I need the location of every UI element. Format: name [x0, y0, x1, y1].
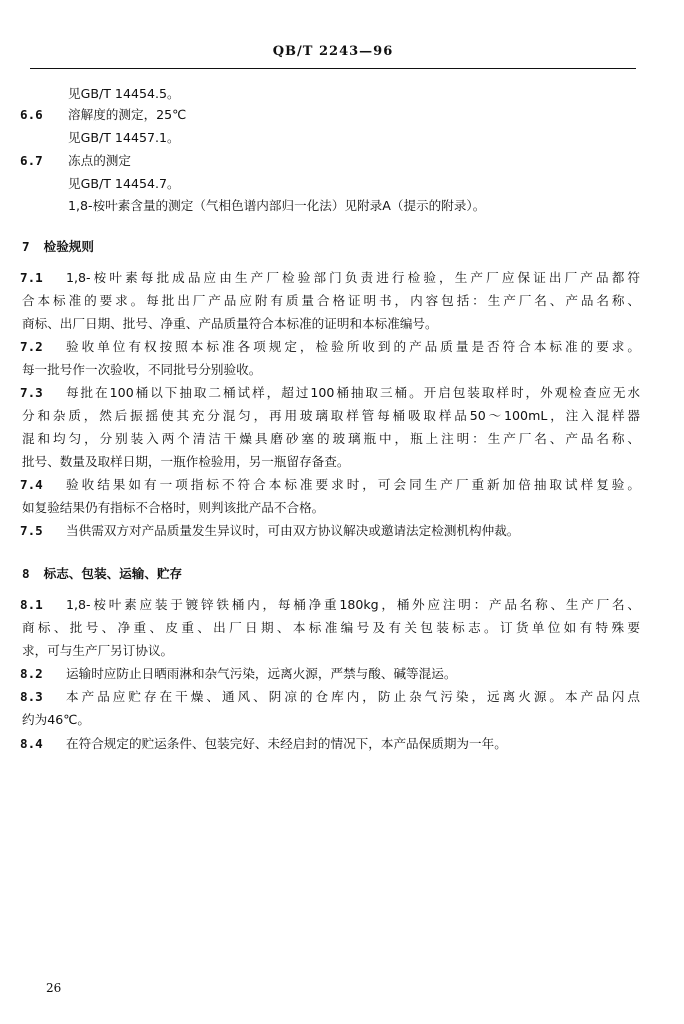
text-line: 运输时应防止日晒雨淋和杂气污染，远离火源，严禁与酸、碱等混运。: [66, 666, 457, 681]
text-line: 求，可与生产厂另订协议。: [22, 643, 174, 658]
text-line: 当供需双方对产品质量发生异议时，可由双方协议解决或邀请法定检测机构仲裁。: [66, 523, 520, 538]
clause-number: 6.6: [20, 107, 43, 122]
clause-number: 8.1: [20, 597, 43, 612]
text-line: 混和均匀，分别装入两个清洁干燥具磨砂塞的玻璃瓶中，瓶上注明：生产厂名、产品名称、: [22, 431, 640, 446]
section-heading: [22, 239, 94, 255]
text-line: 如复验结果仍有指标不合格时，则判该批产品不合格。: [22, 500, 325, 515]
text-line: 见GB/T 14457.1。: [68, 130, 180, 145]
clause-number: 6.7: [20, 153, 43, 168]
text-line: 合本标准的要求。每批出厂产品应附有质量合格证明书，内容包括：生产厂名、产品名称、: [22, 293, 640, 308]
text-line: 验收单位有权按照本标准各项规定，检验所收到的产品质量是否符合本标准的要求。: [66, 339, 640, 354]
text-line: 本产品应贮存在干燥、通风、阴凉的仓库内，防止杂气污染，远离火源。本产品闪点: [66, 689, 640, 704]
section-heading: [22, 566, 182, 582]
standard-number-header: QB/T 2243—96: [272, 44, 394, 59]
text-line: 批号、数量及取样日期，一瓶作检验用，另一瓶留存备查。: [22, 454, 350, 469]
text-line: 分和杂质，然后振摇使其充分混匀，再用玻璃取样管每桶吸取样品50～100mL，注入混样器: [22, 408, 640, 423]
clause-number: 8.2: [20, 666, 43, 681]
clause-number: 7.2: [20, 339, 43, 354]
clause-number: 7.5: [20, 523, 43, 538]
text-line: 商标、出厂日期、批号、净重、产品质量符合本标准的证明和本标准编号。: [22, 316, 438, 331]
text-line: 约为46℃。: [22, 712, 90, 727]
text-line: 1,8-桉叶素应装于镀锌铁桶内，每桶净重180kg，桶外应注明：产品名称、生产厂名、: [66, 597, 640, 612]
text-line: 验收结果如有一项指标不符合本标准要求时，可会同生产厂重新加倍抽取试样复验。: [66, 477, 640, 492]
clause-title: 溶解度的测定，25℃: [68, 107, 187, 122]
text-line: 每一批号作一次验收，不同批号分别验收。: [22, 362, 262, 377]
text-line: 见GB/T 14454.7。: [68, 176, 180, 191]
section-title: 标志、包装、运输、贮存: [43, 566, 183, 581]
text-line: 见GB/T 14454.5。: [68, 86, 180, 101]
clause-number: 7.3: [20, 385, 43, 400]
text-line: 每批在100桶以下抽取二桶试样，超过100桶抽取三桶。开启包装取样时，外观检查应无水: [66, 385, 640, 400]
page-number: 26: [46, 981, 62, 995]
clause-number: 8.3: [20, 689, 43, 704]
section-title: 检验规则: [43, 239, 94, 254]
section-number: 7: [22, 239, 30, 254]
clause-number: 8.4: [20, 736, 43, 751]
clause-number: 7.4: [20, 477, 43, 492]
text-line: 1,8-桉叶素每批成品应由生产厂检验部门负责进行检验，生产厂应保证出厂产品都符: [66, 270, 640, 285]
text-line: 1,8-桉叶素含量的测定（气相色谱内部归一化法）见附录A（提示的附录）。: [68, 198, 486, 213]
clause-title: 冻点的测定: [68, 153, 131, 168]
clause-number: 7.1: [20, 270, 43, 285]
text-line: 在符合规定的贮运条件、包装完好、未经启封的情况下，本产品保质期为一年。: [66, 736, 507, 751]
header-rule: [30, 68, 636, 69]
text-line: 商标、批号、净重、皮重、出厂日期、本标准编号及有关包装标志。订货单位如有特殊要: [22, 620, 640, 635]
section-number: 8: [22, 566, 30, 581]
